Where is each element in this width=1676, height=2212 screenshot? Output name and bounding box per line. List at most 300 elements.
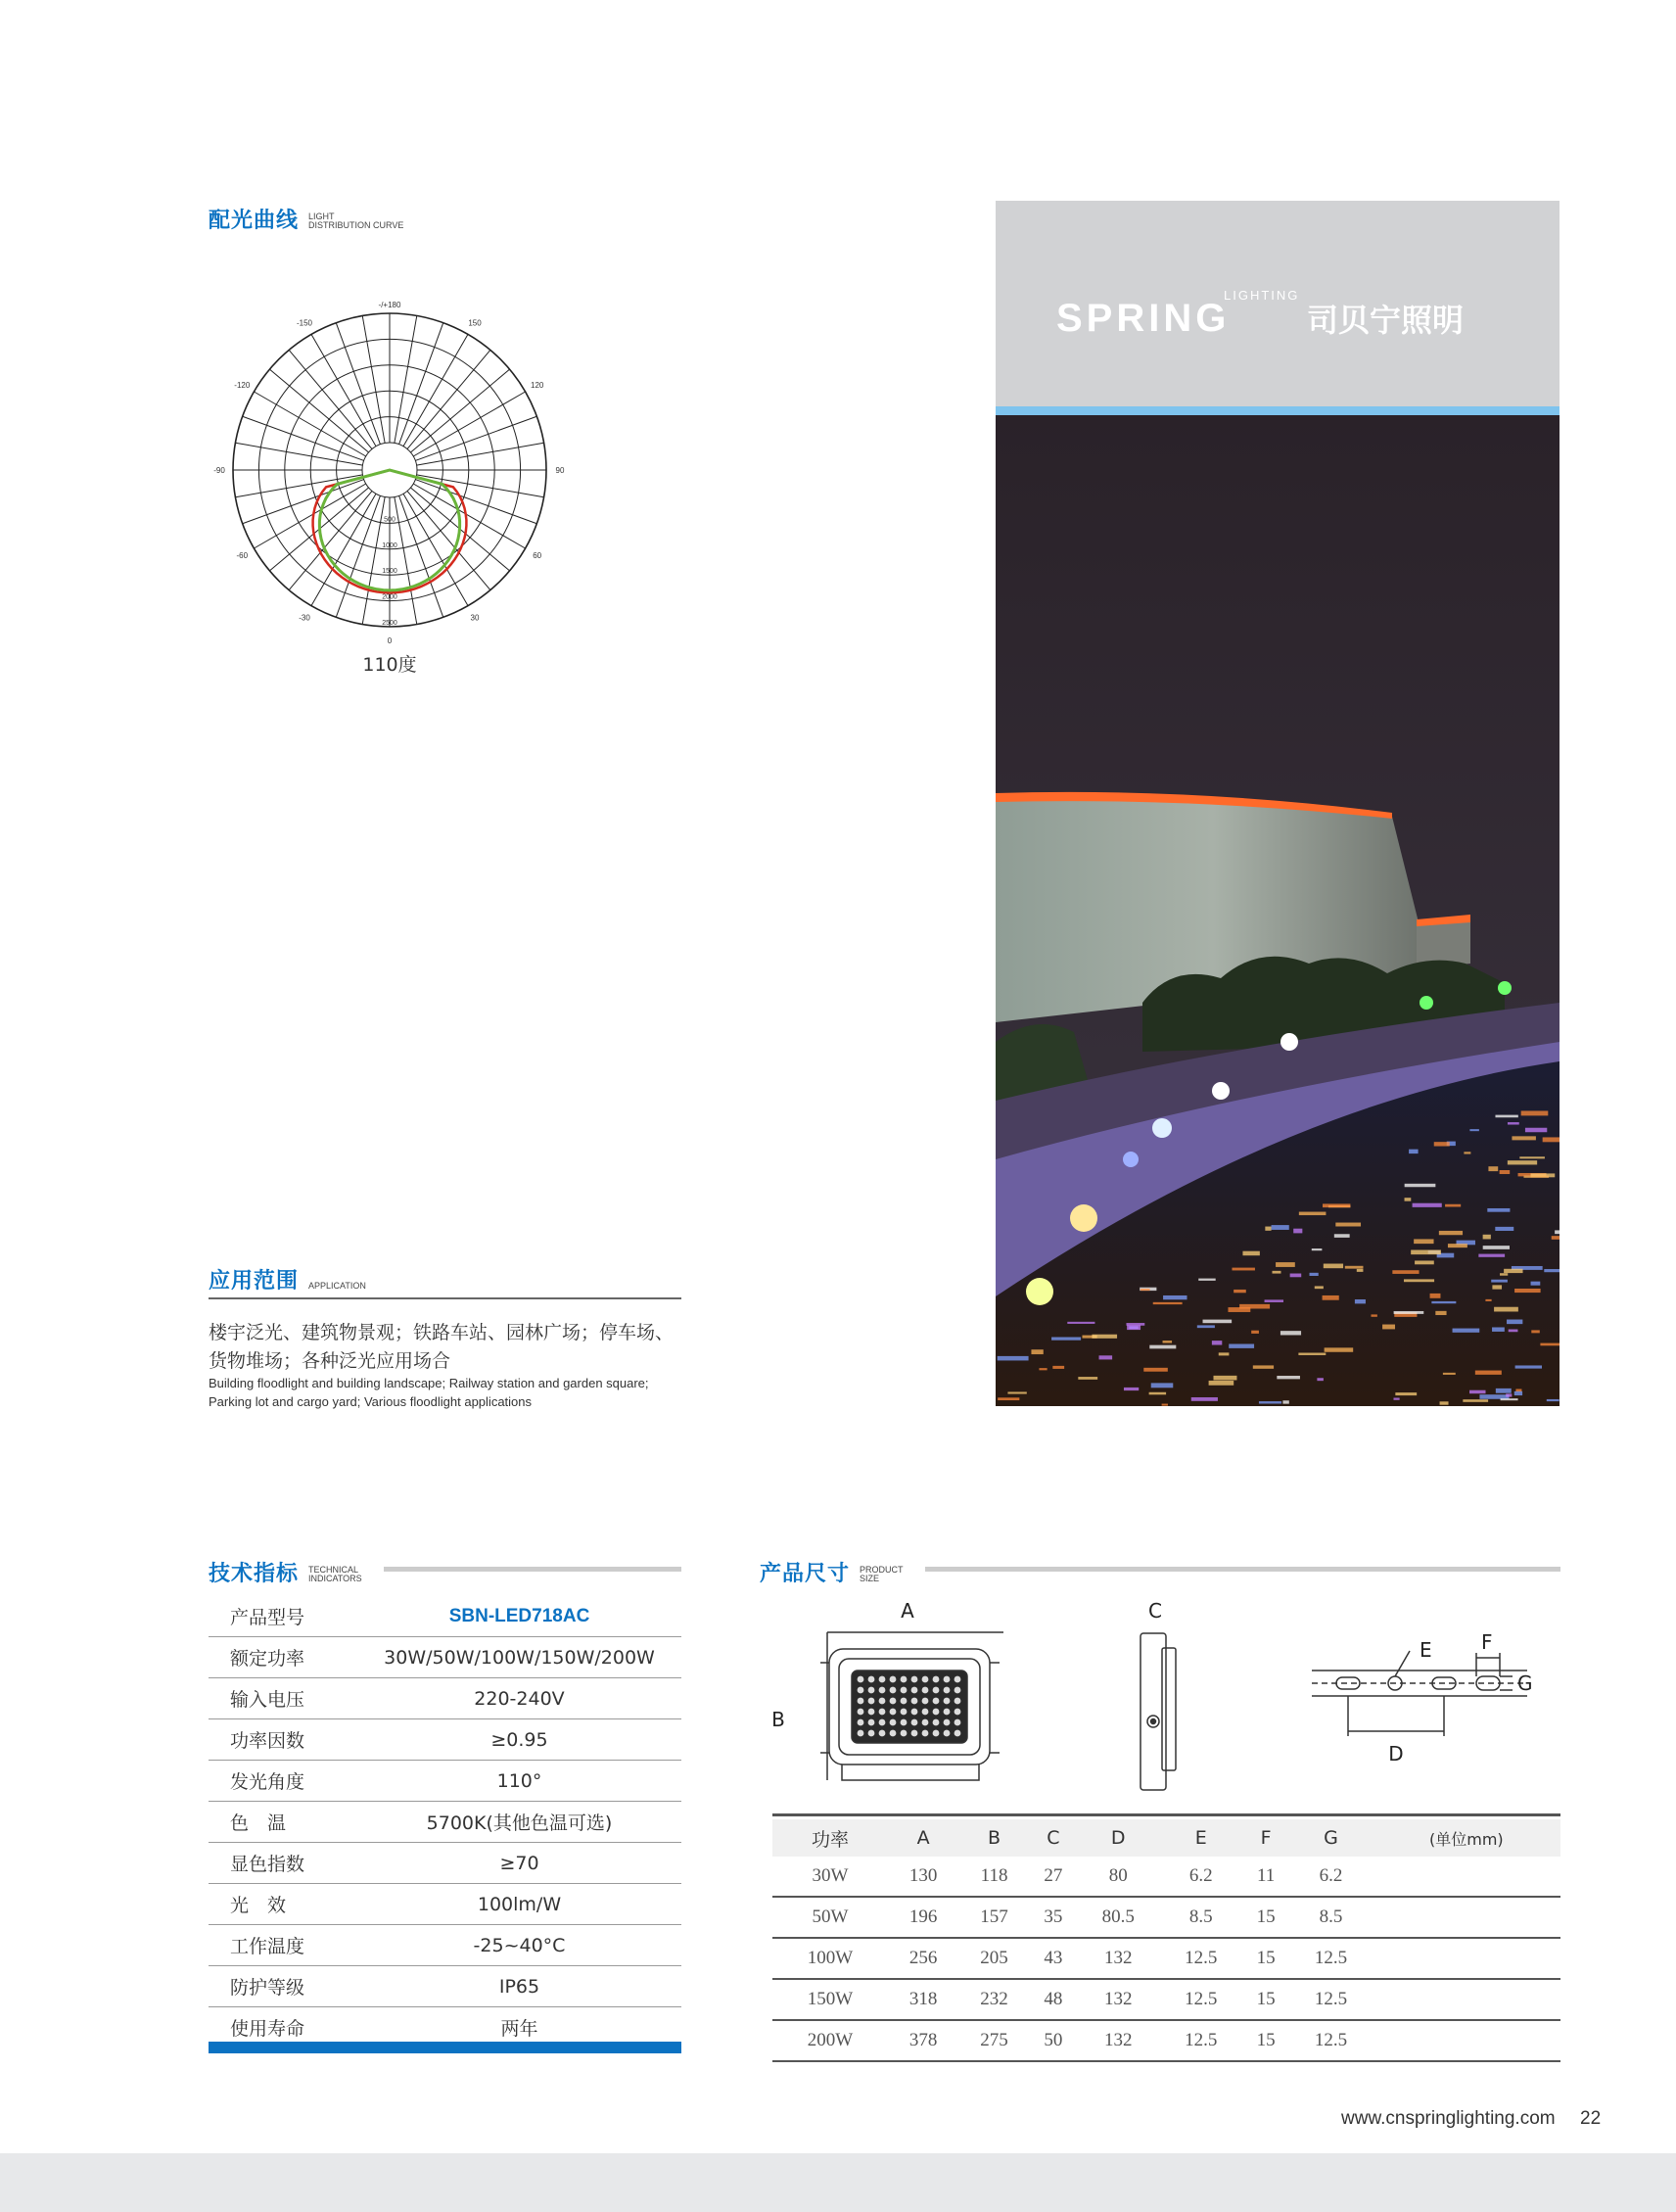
spec-label: 工作温度	[209, 1925, 357, 1966]
reflection-streak	[1508, 1122, 1519, 1124]
polar-spoke	[269, 369, 368, 452]
reflection-streak	[1501, 1398, 1518, 1400]
led-dot	[858, 1719, 864, 1726]
led-dot	[911, 1698, 918, 1705]
reflection-streak	[1434, 1142, 1450, 1146]
spec-value: ≥70	[357, 1843, 681, 1884]
led-dot	[890, 1709, 897, 1716]
reflection-streak	[1149, 1345, 1176, 1349]
spec-label: 产品型号	[209, 1596, 357, 1637]
led-dot	[911, 1687, 918, 1694]
led-dot	[944, 1719, 951, 1726]
reflection-streak	[1280, 1331, 1301, 1335]
reflection-streak	[1492, 1285, 1502, 1289]
polar-angle-label: -30	[299, 613, 310, 623]
size-cell: 6.2	[1289, 1857, 1372, 1897]
spec-label: 输入电压	[209, 1678, 357, 1719]
reflection-streak	[998, 1356, 1029, 1361]
led-dot	[944, 1709, 951, 1716]
spec-label: 光 效	[209, 1884, 357, 1925]
dim-label-e: E	[1420, 1638, 1432, 1662]
reflection-streak	[1282, 1400, 1288, 1403]
polar-spoke	[395, 497, 417, 625]
reflection-streak	[1439, 1231, 1463, 1235]
size-cell: 256	[888, 1938, 958, 1979]
reflection-streak	[1500, 1273, 1508, 1275]
spec-label: 色 温	[209, 1802, 357, 1843]
led-dot	[868, 1709, 875, 1716]
reflection-streak	[1492, 1327, 1505, 1331]
size-cell-empty	[1373, 1897, 1560, 1938]
size-cell: 12.5	[1289, 1979, 1372, 2020]
reflection-streak	[1153, 1302, 1183, 1304]
spec-row	[209, 1596, 681, 1637]
size-cell: 12.5	[1159, 1979, 1241, 2020]
reflection-streak	[1203, 1320, 1233, 1324]
reflection-streak	[1335, 1223, 1361, 1227]
led-dot	[944, 1730, 951, 1737]
size-cell: 12.5	[1159, 2020, 1241, 2061]
polar-angle-label: 120	[531, 381, 544, 390]
spec-row	[209, 1925, 681, 1966]
reflection-streak	[1409, 1150, 1418, 1153]
led-dot	[879, 1698, 886, 1705]
light-curve-heading	[209, 204, 403, 234]
reflection-streak	[1234, 1290, 1246, 1293]
reflection-streak	[1293, 1229, 1302, 1234]
size-header-dim: A	[888, 1819, 958, 1857]
application-divider	[209, 1297, 681, 1299]
reflection-streak	[1253, 1365, 1274, 1368]
polar-spoke	[407, 491, 490, 589]
reflection-streak	[1382, 1325, 1395, 1330]
reflection-streak	[1453, 1329, 1480, 1333]
night-city-wall-photo	[996, 415, 1560, 1406]
size-header-dim: C	[1030, 1819, 1077, 1857]
polar-spoke	[243, 480, 364, 524]
side-view-drawing	[1141, 1633, 1176, 1790]
polar-angle-label: 150	[468, 318, 482, 328]
polar-spoke	[399, 323, 443, 445]
polar-radial-label: 500	[384, 516, 396, 524]
polar-angle-label: 0	[387, 636, 393, 645]
polar-spoke	[336, 495, 380, 617]
reflection-streak	[1519, 1156, 1545, 1158]
reflection-streak	[1251, 1331, 1259, 1334]
reflection-streak	[1149, 1392, 1166, 1395]
size-row	[772, 1938, 1560, 1979]
reflection-streak	[1414, 1239, 1433, 1244]
reflection-streak	[1345, 1266, 1364, 1269]
spec-value: 220-240V	[357, 1678, 681, 1719]
spec-label: 发光角度	[209, 1761, 357, 1802]
reflection-streak	[1500, 1170, 1511, 1174]
reflection-streak	[1552, 1236, 1560, 1240]
light-curve-subtitle	[308, 212, 403, 230]
polar-spoke	[336, 323, 380, 445]
reflection-streak	[1478, 1254, 1505, 1257]
reflection-streak	[1357, 1269, 1364, 1272]
size-table-header	[772, 1819, 1560, 1857]
led-dot	[901, 1719, 908, 1726]
reflection-streak	[1479, 1394, 1509, 1399]
led-dot	[879, 1676, 886, 1683]
spec-value: -25~40°C	[357, 1925, 681, 1966]
led-dot	[901, 1730, 908, 1737]
reflection-streak	[1334, 1234, 1350, 1238]
reflection-streak	[1323, 1295, 1339, 1300]
reflection-streak	[1512, 1136, 1535, 1140]
led-dot	[901, 1709, 908, 1716]
application-heading	[209, 1264, 366, 1294]
footer-url: www.cnspringlighting.com	[1341, 2108, 1556, 2129]
spec-row	[209, 1884, 681, 1925]
size-cell: 30W	[772, 1857, 888, 1897]
polar-diagram	[204, 284, 576, 695]
led-dot	[879, 1709, 886, 1716]
light-curve-subtitle-2: DISTRIBUTION CURVE	[308, 220, 404, 230]
polar-angle-label: 90	[555, 466, 565, 475]
polar-spoke	[235, 475, 362, 497]
polar-radial-label: 1500	[382, 568, 397, 576]
polar-spoke	[362, 497, 385, 625]
led-dot	[858, 1730, 864, 1737]
reflection-streak	[1323, 1203, 1350, 1207]
reflection-streak	[1488, 1166, 1498, 1171]
brand-strip	[996, 406, 1560, 415]
led-dot	[890, 1687, 897, 1694]
size-subtitle-1: PRODUCT	[860, 1565, 904, 1575]
reflection-streak	[1413, 1203, 1442, 1207]
led-dot	[868, 1730, 875, 1737]
reflection-streak	[1051, 1337, 1081, 1340]
reflection-streak	[1393, 1397, 1399, 1399]
polar-angle-label-top: -/+180	[378, 301, 401, 309]
reflection-streak	[1496, 1388, 1512, 1393]
size-header-power: 功率	[772, 1819, 888, 1857]
reflection-streak	[1495, 1227, 1513, 1231]
polar-spoke	[399, 495, 443, 617]
led-dot	[933, 1698, 940, 1705]
led-dot	[868, 1687, 875, 1694]
reflection-streak	[1052, 1366, 1064, 1369]
reflection-streak	[1543, 1137, 1560, 1142]
reflection-streak	[1431, 1301, 1456, 1303]
reflection-streak	[1151, 1383, 1174, 1388]
led-dot	[911, 1719, 918, 1726]
reflection-streak	[1039, 1368, 1047, 1370]
size-cell: 8.5	[1289, 1897, 1372, 1938]
dim-label-d: D	[1388, 1742, 1404, 1765]
technical-title-rule	[384, 1567, 681, 1572]
spec-value: ≥0.95	[357, 1719, 681, 1761]
led-dot	[954, 1719, 961, 1726]
polar-radial-label: 2500	[382, 620, 397, 627]
size-header-dim: D	[1077, 1819, 1159, 1857]
size-cell: 132	[1077, 1979, 1159, 2020]
reflection-streak	[1126, 1323, 1144, 1326]
spec-table-bottom-bar	[209, 2042, 681, 2053]
size-table	[772, 1819, 1560, 2062]
size-title-rule	[925, 1567, 1560, 1572]
reflection-streak	[1514, 1391, 1522, 1395]
led-dot	[911, 1709, 918, 1716]
brand-zh: 司贝宁照明	[1307, 302, 1465, 339]
polar-angle-label: -150	[296, 318, 313, 328]
spec-value: 100lm/W	[357, 1884, 681, 1925]
reflection-streak	[1405, 1184, 1436, 1187]
reflection-streak	[1485, 1299, 1491, 1301]
reflection-streak	[1315, 1286, 1324, 1289]
led-dot	[944, 1676, 951, 1683]
reflection-streak	[1191, 1397, 1218, 1401]
reflection-streak	[1242, 1251, 1259, 1256]
reflection-streak	[1440, 1401, 1449, 1404]
reflection-streak	[1515, 1365, 1542, 1368]
led-dot	[933, 1709, 940, 1716]
led-dot	[922, 1687, 929, 1694]
reflection-streak	[1232, 1268, 1254, 1271]
size-cell: 12.5	[1289, 2020, 1372, 2061]
reflection-streak	[1213, 1376, 1236, 1381]
reflection-streak	[1290, 1274, 1302, 1278]
size-row	[772, 1857, 1560, 1897]
size-cell: 35	[1030, 1897, 1077, 1938]
size-table-top-rule	[772, 1813, 1560, 1816]
led-dot	[901, 1698, 908, 1705]
spec-label: 显色指数	[209, 1843, 357, 1884]
reflection-streak	[1483, 1235, 1491, 1240]
reflection-streak	[1475, 1371, 1502, 1375]
slot-view-drawing	[1312, 1651, 1527, 1736]
led-dot	[933, 1676, 940, 1683]
size-cell: 378	[888, 2020, 958, 2061]
led-dot	[954, 1698, 961, 1705]
application-text-zh-2: 货物堆场；各种泛光应用场合	[209, 1350, 451, 1372]
size-cell: 200W	[772, 2020, 888, 2061]
reflection-streak	[998, 1397, 1019, 1400]
reflection-streak	[1099, 1355, 1113, 1359]
led-dot	[922, 1719, 929, 1726]
led-dot	[954, 1730, 961, 1737]
size-row	[772, 1979, 1560, 2020]
size-cell: 157	[958, 1897, 1029, 1938]
reflection-streak	[1540, 1343, 1560, 1346]
led-dot	[901, 1676, 908, 1683]
reflection-streak	[1277, 1376, 1300, 1379]
reflection-streak	[1197, 1325, 1215, 1328]
technical-heading	[209, 1557, 362, 1587]
dimension-drawings	[759, 1594, 1571, 1800]
size-cell: 15	[1242, 1897, 1289, 1938]
spec-label: 使用寿命	[209, 2007, 357, 2048]
reflection-streak	[1415, 1260, 1434, 1264]
reflection-streak	[1469, 1390, 1485, 1394]
size-subtitle	[860, 1566, 904, 1583]
size-cell-empty	[1373, 1857, 1560, 1897]
led-dot	[922, 1709, 929, 1716]
led-dot	[922, 1676, 929, 1683]
size-cell: 11	[1242, 1857, 1289, 1897]
brand-sub: LIGHTING	[1224, 288, 1300, 303]
polar-angle-label: -60	[236, 551, 249, 560]
size-cell: 232	[958, 1979, 1029, 2020]
polar-spoke	[243, 416, 364, 460]
size-header-dim: B	[958, 1819, 1029, 1857]
reflection-streak	[1312, 1248, 1323, 1250]
reflection-streak	[1555, 1230, 1560, 1234]
reflection-streak	[1443, 1373, 1456, 1375]
dim-label-a: A	[901, 1599, 914, 1623]
spec-value: 110°	[357, 1761, 681, 1802]
reflection-streak	[1219, 1352, 1230, 1355]
reflection-streak	[1067, 1322, 1094, 1324]
reflection-streak	[1509, 1330, 1518, 1333]
polar-spoke	[415, 480, 536, 524]
footer-band	[0, 2153, 1676, 2212]
spec-value: 两年	[357, 2007, 681, 2048]
reflection-streak	[1404, 1279, 1434, 1282]
reflection-streak	[1265, 1299, 1283, 1302]
size-header-dim: G	[1289, 1819, 1372, 1857]
spec-label: 功率因数	[209, 1719, 357, 1761]
reflection-streak	[1487, 1208, 1510, 1212]
reflection-streak	[1521, 1110, 1549, 1115]
led-dot	[954, 1709, 961, 1716]
reflection-streak	[1531, 1330, 1539, 1333]
polar-spoke	[415, 416, 536, 460]
polar-spoke	[289, 350, 372, 448]
reflection-streak	[1525, 1128, 1547, 1132]
led-dot	[890, 1730, 897, 1737]
application-text-en-2: Parking lot and cargo yard; Various floodlight applications	[209, 1394, 533, 1409]
spec-row	[209, 1802, 681, 1843]
size-cell: 318	[888, 1979, 958, 2020]
size-cell-empty	[1373, 1938, 1560, 1979]
led-dot	[868, 1719, 875, 1726]
size-cell: 118	[958, 1857, 1029, 1897]
reflection-streak	[1209, 1381, 1234, 1386]
reflection-streak	[1198, 1279, 1215, 1281]
polar-spoke	[289, 491, 372, 589]
reflection-streak	[1272, 1271, 1280, 1274]
led-dot	[879, 1719, 886, 1726]
size-cell-empty	[1373, 2020, 1560, 2061]
led-dot	[868, 1698, 875, 1705]
polar-angle-label: -120	[234, 381, 251, 390]
reflection-streak	[1325, 1347, 1354, 1351]
size-cell: 6.2	[1159, 1857, 1241, 1897]
size-cell: 100W	[772, 1938, 888, 1979]
size-cell: 130	[888, 1857, 958, 1897]
spec-value: 30W/50W/100W/150W/200W	[357, 1637, 681, 1678]
polar-angle-label: -90	[213, 466, 225, 475]
page-number: 22	[1580, 2108, 1602, 2129]
reflection-streak	[1239, 1304, 1270, 1309]
reflection-streak	[1163, 1295, 1187, 1299]
reflection-streak	[1143, 1368, 1168, 1372]
polar-angle-label: 60	[533, 551, 542, 560]
polar-angle-label: 30	[470, 613, 480, 623]
size-cell: 132	[1077, 1938, 1159, 1979]
led-dot	[868, 1676, 875, 1683]
led-dot	[858, 1676, 864, 1683]
size-header-dim: E	[1159, 1819, 1241, 1857]
reflection-streak	[1514, 1289, 1541, 1293]
front-view-drawing	[820, 1632, 1003, 1780]
technical-title: 技术指标	[209, 1562, 300, 1586]
size-row	[772, 2020, 1560, 2061]
led-dot	[879, 1730, 886, 1737]
reflection-streak	[1430, 1294, 1441, 1298]
size-heading	[760, 1557, 904, 1587]
reflection-streak	[1491, 1280, 1508, 1283]
polar-spoke	[395, 315, 417, 443]
size-cell: 12.5	[1159, 1938, 1241, 1979]
reflection-streak	[1355, 1299, 1366, 1303]
reflection-streak	[1508, 1160, 1537, 1164]
size-row	[772, 1897, 1560, 1938]
spec-row	[209, 1761, 681, 1802]
polar-spoke	[410, 369, 509, 452]
reflection-streak	[1212, 1341, 1222, 1344]
reflection-streak	[1127, 1325, 1141, 1330]
reflection-streak	[1078, 1377, 1097, 1380]
reflection-streak	[1494, 1307, 1518, 1312]
brand-panel	[996, 201, 1560, 406]
spec-label: 额定功率	[209, 1637, 357, 1678]
spec-row	[209, 1966, 681, 2007]
led-dot	[911, 1730, 918, 1737]
reflection-streak	[1310, 1273, 1319, 1276]
spec-row	[209, 1843, 681, 1884]
spec-row	[209, 1678, 681, 1719]
led-dot	[890, 1676, 897, 1683]
reflection-streak	[1272, 1225, 1289, 1230]
reflection-streak	[1504, 1269, 1522, 1273]
reflection-streak	[1435, 1311, 1446, 1315]
size-cell: 80.5	[1077, 1897, 1159, 1938]
led-dot	[944, 1687, 951, 1694]
led-dot	[922, 1730, 929, 1737]
led-dot	[879, 1687, 886, 1694]
polar-radial-label: 2000	[382, 593, 397, 601]
reflection-streak	[1259, 1401, 1281, 1403]
technical-subtitle-1: TECHNICAL	[308, 1565, 359, 1575]
led-dot	[890, 1698, 897, 1705]
led-dot	[954, 1676, 961, 1683]
polar-spoke	[235, 443, 362, 465]
size-cell: 43	[1030, 1938, 1077, 1979]
polar-radial-label: 1000	[382, 541, 397, 549]
size-subtitle-2: SIZE	[860, 1574, 880, 1583]
reflection-streak	[1483, 1246, 1510, 1249]
led-dot	[933, 1730, 940, 1737]
spec-value: 5700K(其他色温可选)	[357, 1802, 681, 1843]
size-cell: 8.5	[1159, 1897, 1241, 1938]
reflection-streak	[1394, 1311, 1424, 1314]
size-cell: 50	[1030, 2020, 1077, 2061]
reflection-streak	[1141, 1289, 1150, 1291]
size-cell: 15	[1242, 1938, 1289, 1979]
led-dot	[890, 1719, 897, 1726]
application-text-en-1: Building floodlight and building landscape; Railway station and garden square;	[209, 1376, 649, 1390]
size-cell: 80	[1077, 1857, 1159, 1897]
size-cell: 48	[1030, 1979, 1077, 2020]
size-cell: 12.5	[1289, 1938, 1372, 1979]
reflection-streak	[1007, 1391, 1026, 1393]
reflection-streak	[1507, 1320, 1522, 1325]
